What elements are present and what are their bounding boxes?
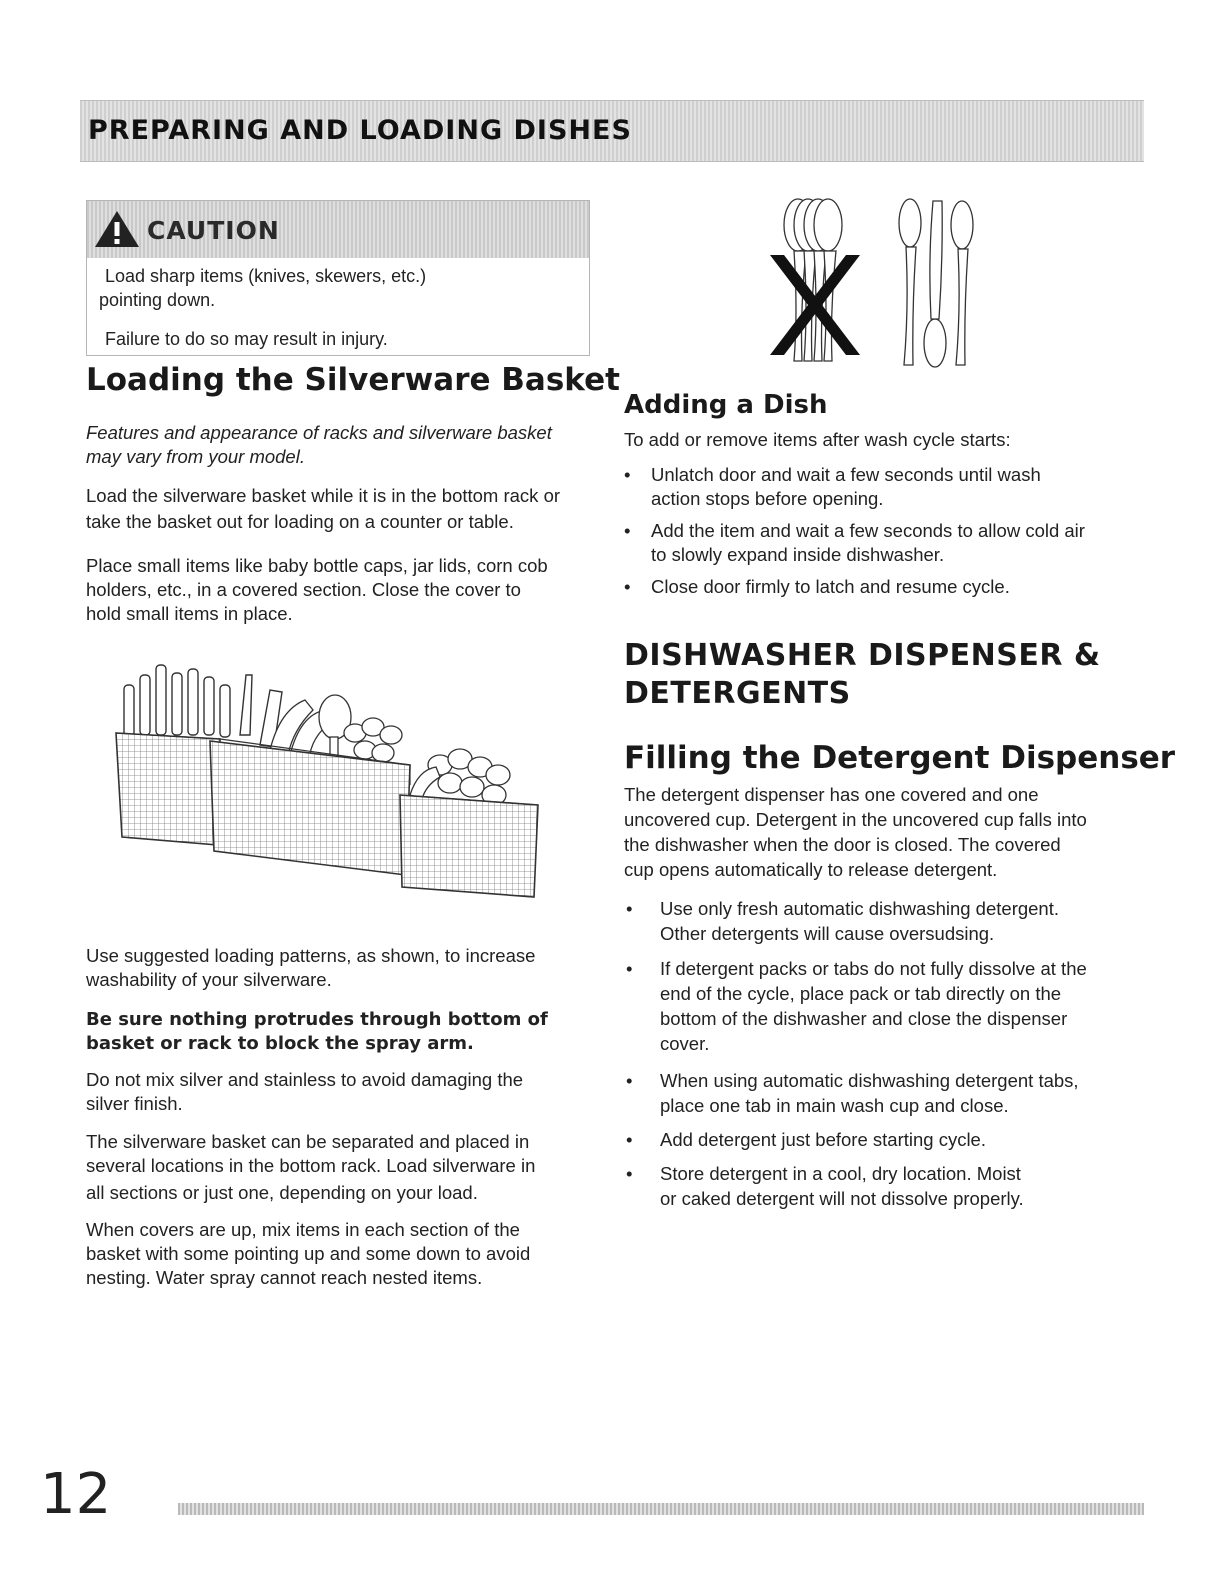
paragraph-line: cup opens automatically to release detergent. <box>624 859 998 880</box>
paragraph-line: the dishwasher when the door is closed. The covered <box>624 834 1061 855</box>
caution-box <box>86 200 590 356</box>
dispenser-bullet-line: Use only fresh automatic dishwashing detergent. <box>660 898 1059 919</box>
dispenser-heading: DISHWASHER DISPENSER & <box>624 638 1101 673</box>
bullet-dot: • <box>626 1070 633 1091</box>
dispenser-heading: DETERGENTS <box>624 676 851 711</box>
caution-line: Load sharp items (knives, skewers, etc.) <box>105 266 427 286</box>
adding-bullet-line: Unlatch door and wait a few seconds until wash <box>651 464 1041 485</box>
bullet-dot: • <box>626 1129 633 1150</box>
paragraph-line: washability of your silverware. <box>86 969 332 990</box>
caution-header <box>87 201 589 258</box>
spoon-nesting-illustration <box>760 195 990 375</box>
adding-dish-heading: Adding a Dish <box>624 390 828 420</box>
section-title: PREPARING AND LOADING DISHES <box>88 115 632 146</box>
bullet-dot: • <box>626 1163 633 1184</box>
paragraph-line: all sections or just one, depending on your load. <box>86 1182 478 1203</box>
paragraph-line: uncovered cup. Detergent in the uncovered cup falls into <box>624 809 1087 830</box>
paragraph-line: several locations in the bottom rack. Load silverware in <box>86 1155 536 1176</box>
paragraph-line: Use suggested loading patterns, as shown, to increase <box>86 945 536 966</box>
paragraph-line: holders, etc., in a covered section. Close the cover to <box>86 579 521 600</box>
paragraph-line: nesting. Water spray cannot reach nested items. <box>86 1267 483 1288</box>
dispenser-bullet-line: Store detergent in a cool, dry location. Moist <box>660 1163 1021 1184</box>
dispenser-bullet-line: bottom of the dishwasher and close the dispenser <box>660 1008 1068 1029</box>
silverware-heading: Loading the Silverware Basket <box>86 362 620 398</box>
dispenser-bullet-line: If detergent packs or tabs do not fully dissolve at the <box>660 958 1087 979</box>
dispenser-bullet-line: Add detergent just before starting cycle. <box>660 1129 986 1150</box>
paragraph-line: basket with some pointing up and some down to avoid <box>86 1243 531 1264</box>
caution-line: pointing down. <box>99 290 216 310</box>
adding-bullet-line: to slowly expand inside dishwasher. <box>651 544 945 565</box>
spray-arm-warning: basket or rack to block the spray arm. <box>86 1033 474 1054</box>
paragraph-line: When covers are up, mix items in each section of the <box>86 1219 520 1240</box>
dispenser-bullet-line: place one tab in main wash cup and close. <box>660 1095 1009 1116</box>
warning-triangle-icon <box>93 209 141 249</box>
caution-label: CAUTION <box>147 216 280 245</box>
section-header-band <box>80 100 1144 162</box>
caution-line: Failure to do so may result in injury. <box>105 329 388 349</box>
paragraph-line: hold small items in place. <box>86 603 293 624</box>
bullet-dot: • <box>624 464 631 485</box>
dispenser-bullet-line: or caked detergent will not dissolve properly. <box>660 1188 1024 1209</box>
paragraph-line: The detergent dispenser has one covered and one <box>624 784 1039 805</box>
dispenser-bullet-line: cover. <box>660 1033 710 1054</box>
paragraph-line: Place small items like baby bottle caps, jar lids, corn cob <box>86 555 548 576</box>
model-note: Features and appearance of racks and silverware basket <box>86 422 552 443</box>
model-note: may vary from your model. <box>86 446 305 467</box>
paragraph-line: Load the silverware basket while it is in the bottom rack or <box>86 485 561 506</box>
dispenser-bullet-line: When using automatic dishwashing detergent tabs, <box>660 1070 1079 1091</box>
dispenser-bullet-line: end of the cycle, place pack or tab directly on the <box>660 983 1062 1004</box>
adding-bullet-line: Close door firmly to latch and resume cycle. <box>651 576 1010 597</box>
paragraph-line: take the basket out for loading on a counter or table. <box>86 511 514 532</box>
bullet-dot: • <box>624 520 631 541</box>
paragraph-line: The silverware basket can be separated and placed in <box>86 1131 530 1152</box>
page-number: 12 <box>40 1462 112 1527</box>
spray-arm-warning: Be sure nothing protrudes through bottom of <box>86 1009 548 1030</box>
bullet-dot: • <box>624 576 631 597</box>
adding-bullet-line: action stops before opening. <box>651 488 884 509</box>
filling-dispenser-heading: Filling the Detergent Dispenser <box>624 740 1176 776</box>
bullet-dot: • <box>626 958 633 979</box>
paragraph-line: silver finish. <box>86 1093 183 1114</box>
dispenser-bullet-line: Other detergents will cause oversudsing. <box>660 923 995 944</box>
footer-band <box>178 1503 1144 1515</box>
bullet-dot: • <box>626 898 633 919</box>
adding-bullet-line: Add the item and wait a few seconds to allow cold air <box>651 520 1085 541</box>
adding-intro: To add or remove items after wash cycle starts: <box>624 429 1011 450</box>
paragraph-line: Do not mix silver and stainless to avoid damaging the <box>86 1069 524 1090</box>
silverware-basket-illustration <box>110 655 550 905</box>
